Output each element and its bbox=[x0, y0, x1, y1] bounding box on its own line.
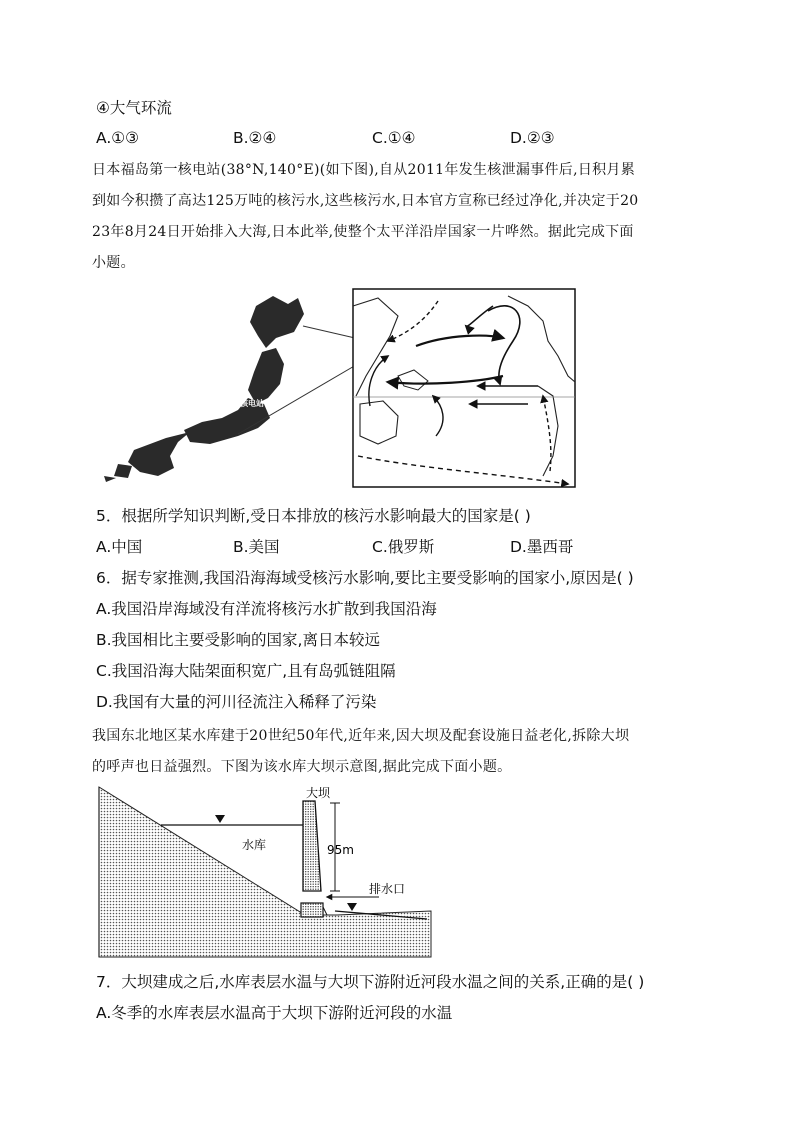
q6-option-c[interactable]: C.我国沿海大陆架面积宽广,且有岛弧链阻隔 bbox=[96, 662, 396, 680]
passage1-line: 23年8月24日开始排入大海,日本此举,使整个太平洋沿岸国家一片哗然。据此完成下面 bbox=[92, 224, 634, 240]
passage1-line: 日本福岛第一核电站(38°N,140°E)(如下图),自从2011年发生核泄漏事件后,日积月累 bbox=[92, 162, 636, 178]
passage1-line: 小题。 bbox=[92, 255, 135, 271]
outlet-structure bbox=[301, 903, 323, 917]
q6-stem: 6．据专家推测,我国沿海海域受核污水影响,要比主要受影响的国家小,原因是( ) bbox=[96, 569, 634, 587]
passage2-line: 的呼声也日益强烈。下图为该水库大坝示意图,据此完成下面小题。 bbox=[92, 759, 512, 775]
dam-body bbox=[303, 801, 321, 891]
japan-map-shape bbox=[104, 296, 304, 482]
q5-option-d[interactable]: D.墨西哥 bbox=[510, 538, 574, 556]
reservoir-label: 水库 bbox=[242, 838, 267, 852]
q6-option-d[interactable]: D.我国有大量的河川径流注入稀释了污染 bbox=[96, 693, 377, 711]
outlet-label: 排水口 bbox=[369, 882, 406, 896]
q6-option-b[interactable]: B.我国相比主要受影响的国家,离日本较远 bbox=[96, 631, 380, 649]
prev-option-item: ④大气环流 bbox=[96, 99, 172, 117]
q4-option-a[interactable]: A.①③ bbox=[96, 129, 140, 147]
pacific-inset-map bbox=[353, 289, 575, 487]
q4-option-c[interactable]: C.①④ bbox=[372, 129, 416, 147]
q7-option-a[interactable]: A.冬季的水库表层水温高于大坝下游附近河段的水温 bbox=[96, 1004, 453, 1022]
q5-option-a[interactable]: A.中国 bbox=[96, 538, 143, 556]
q5-option-c[interactable]: C.俄罗斯 bbox=[372, 538, 435, 556]
height-label: 95m bbox=[327, 843, 354, 857]
q4-option-b[interactable]: B.②④ bbox=[233, 129, 277, 147]
ground-slope bbox=[99, 787, 431, 957]
q4-option-d[interactable]: D.②③ bbox=[510, 129, 555, 147]
q5-option-b[interactable]: B.美国 bbox=[233, 538, 280, 556]
passage1-line: 到如今积攒了高达125万吨的核污水,这些核污水,日本官方宣称已经过净化,并决定于20 bbox=[92, 193, 639, 209]
japan-pacific-currents-map bbox=[98, 286, 580, 492]
q7-stem: 7．大坝建成之后,水库表层水温与大坝下游附近河段水温之间的关系,正确的是( ) bbox=[96, 973, 645, 991]
dam-label: 大坝 bbox=[306, 786, 331, 800]
q6-option-a[interactable]: A.我国沿岸海域没有洋流将核污水扩散到我国沿海 bbox=[96, 600, 437, 618]
q5-stem: 5．根据所学知识判断,受日本排放的核污水影响最大的国家是( ) bbox=[96, 507, 531, 525]
passage2-line: 我国东北地区某水库建于20世纪50年代,近年来,因大坝及配套设施日益老化,拆除大坝 bbox=[92, 728, 630, 744]
dam-diagram bbox=[97, 783, 433, 959]
plant-label: 福岛第一核电站 bbox=[208, 399, 264, 408]
